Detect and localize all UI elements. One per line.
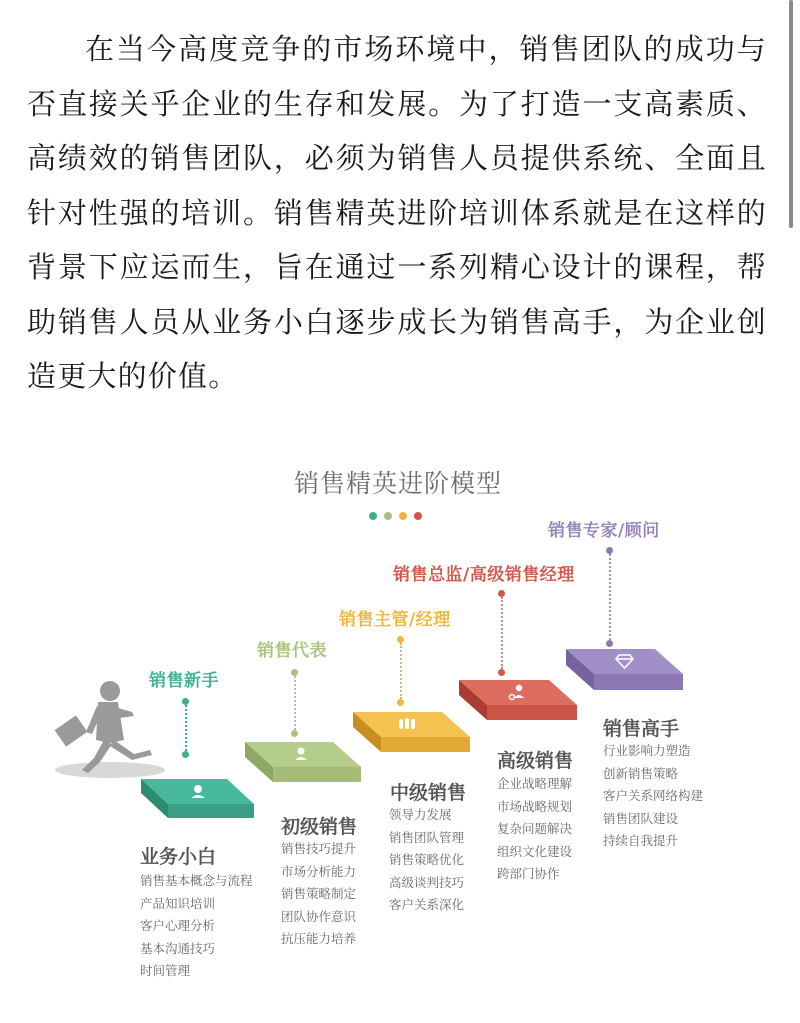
intro-paragraph: 在当今高度竞争的市场环境中，销售团队的成功与否直接关乎企业的生存和发展。为了打造一支高素质、高绩效的销售团队，必须为销售人员提供系统、全面且针对性强的培训。销售精英进阶培训体系就是在这样的背景下应运而生，旨在通过一系列精心设计的课程，帮助销售人员从业务小白逐步成长为销售高手，为企业创造更大的价值。 <box>27 32 767 393</box>
role-label-4: 销售总监/高级销售经理 <box>393 565 575 585</box>
skill-item: 复杂问题解决 <box>497 821 573 836</box>
connector-pin-top-2 <box>291 669 298 676</box>
skill-item: 时间管理 <box>140 963 191 978</box>
step-2-platform <box>245 742 361 782</box>
step-1-platform <box>141 779 254 818</box>
skill-list-4 <box>497 773 572 886</box>
skill-item: 市场分析能力 <box>281 863 357 879</box>
skill-item: 抗压能力培养 <box>281 931 357 946</box>
connector-pin-top-3 <box>397 636 404 643</box>
connector-pin-top-4 <box>498 590 505 597</box>
skill-item: 团队协作意识 <box>281 908 357 924</box>
connector-line-2 <box>294 676 296 730</box>
dot-teal <box>369 512 377 520</box>
skill-list-2 <box>281 838 356 951</box>
connector-line-3 <box>400 643 402 699</box>
team-icon <box>399 718 415 729</box>
step-4-platform <box>459 680 577 720</box>
skill-item: 领导力发展 <box>389 807 452 822</box>
skill-item: 持续自我提升 <box>603 833 679 848</box>
skill-item: 产品知识培训 <box>140 895 216 911</box>
level-title-4: 高级销售 <box>497 750 574 772</box>
dot-red <box>414 512 422 520</box>
skill-item: 销售策略优化 <box>389 852 465 867</box>
skill-item: 销售基本概念与流程 <box>140 873 253 888</box>
decorative-dots <box>369 512 422 520</box>
skill-item: 跨部门协作 <box>497 866 560 881</box>
skill-item: 客户心理分析 <box>140 918 216 933</box>
skill-item: 市场战略规划 <box>497 798 573 814</box>
level-title-2: 初级销售 <box>281 816 358 838</box>
connector-line-4 <box>501 597 503 669</box>
skill-item: 基本沟通技巧 <box>140 940 216 956</box>
skill-list-5 <box>603 740 703 853</box>
skill-item: 销售技巧提升 <box>281 841 357 856</box>
connector-pin-top-1 <box>182 698 189 705</box>
running-businessman-icon <box>55 681 165 778</box>
dot-yellow <box>399 512 407 520</box>
step-3-platform <box>353 712 470 752</box>
scrollbar[interactable] <box>789 0 793 228</box>
step-5-platform <box>566 649 683 690</box>
skill-list-3 <box>389 804 464 917</box>
role-label-5: 销售专家/顾问 <box>548 521 660 541</box>
connector-pin-bottom-3 <box>397 699 404 706</box>
skill-item: 销售策略制定 <box>281 886 357 901</box>
figure-title: 销售精英进阶模型 <box>294 469 503 498</box>
skill-item: 客户关系网络构建 <box>603 788 704 803</box>
skill-item: 客户关系深化 <box>389 897 465 912</box>
sales-elite-model-figure <box>0 440 800 1023</box>
connector-pin-bottom-1 <box>182 751 189 758</box>
skill-item: 销售团队建设 <box>603 810 679 826</box>
level-title-1: 业务小白 <box>140 846 217 868</box>
role-label-3: 销售主管/经理 <box>339 610 451 630</box>
connector-pin-bottom-5 <box>606 640 613 647</box>
connector-pin-bottom-4 <box>498 669 505 676</box>
skill-item: 高级谈判技巧 <box>389 874 465 890</box>
connector-line-1 <box>185 705 187 751</box>
dot-green <box>384 512 392 520</box>
level-title-3: 中级销售 <box>390 782 467 804</box>
skill-item: 组织文化建设 <box>497 843 573 859</box>
skill-item: 创新销售策略 <box>603 765 679 781</box>
skill-list-1 <box>140 870 253 983</box>
level-title-5: 销售高手 <box>603 718 680 740</box>
staircase-graphic <box>0 440 800 1023</box>
role-label-2: 销售代表 <box>257 641 327 661</box>
role-label-1: 销售新手 <box>149 671 219 691</box>
skill-item: 行业影响力塑造 <box>603 743 691 758</box>
skill-item: 销售团队管理 <box>389 829 465 845</box>
connector-pin-bottom-2 <box>291 730 298 737</box>
connector-pin-top-5 <box>606 547 613 554</box>
connector-line-5 <box>609 554 611 640</box>
skill-item: 企业战略理解 <box>497 776 573 791</box>
